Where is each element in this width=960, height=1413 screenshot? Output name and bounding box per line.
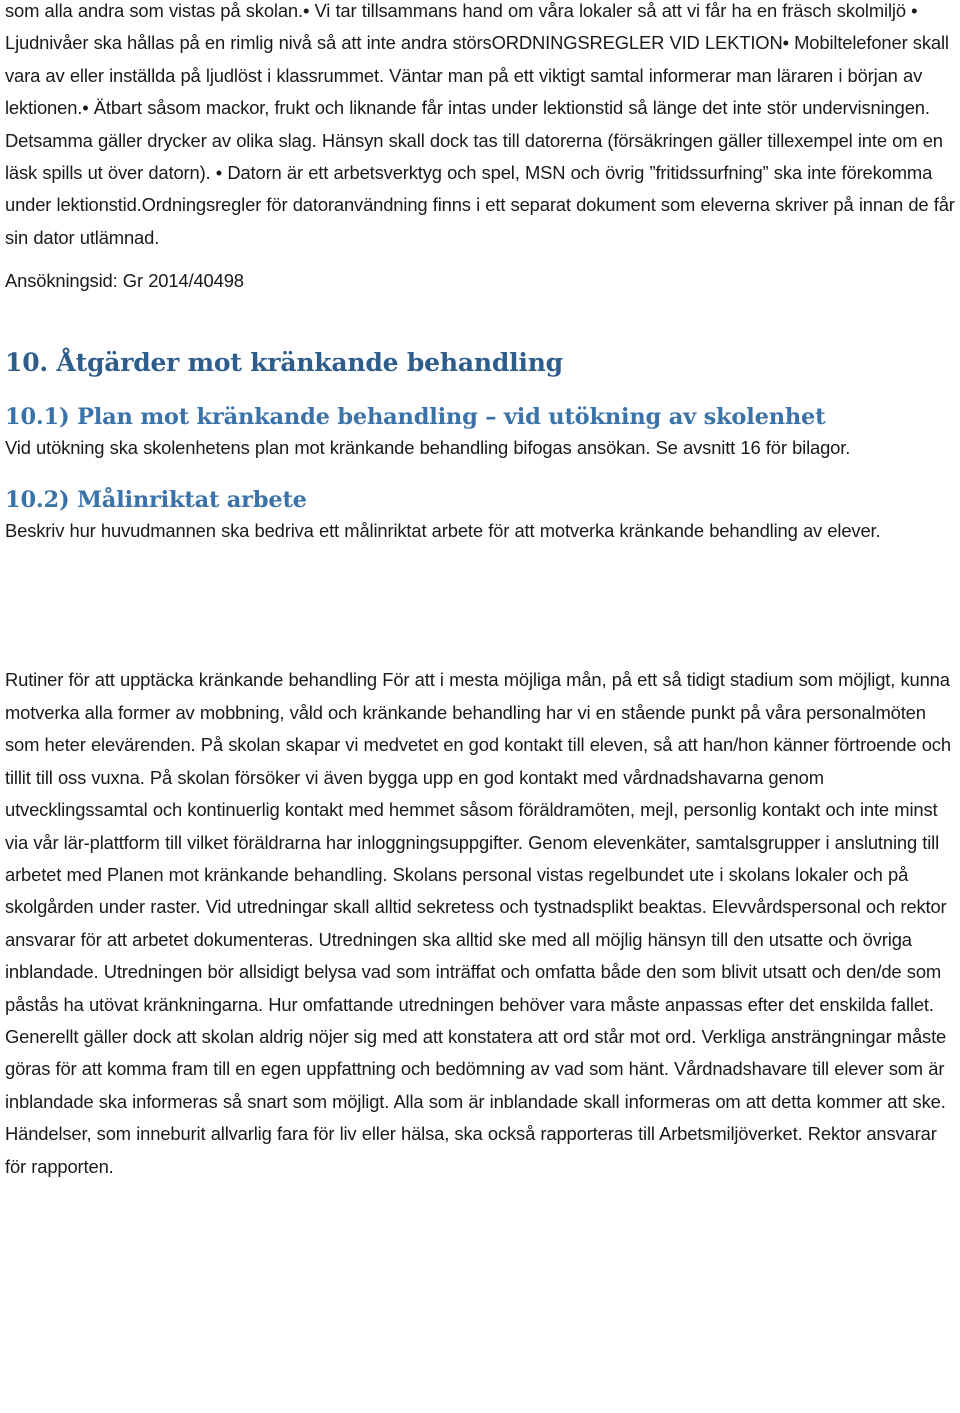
section-heading: 10. Åtgärder mot kränkande behandling (5, 347, 563, 377)
application-id: Ansökningsid: Gr 2014/40498 (5, 270, 244, 292)
subsection-2-text: Beskriv hur huvudmannen ska bedriva ett målinriktat arbete för att motverka kränkande behandling av elever. (5, 520, 881, 542)
routines-paragraph: Rutiner för att upptäcka kränkande behandling För att i mesta möjliga mån, på ett så tidigt stadium som möjligt, kunna motverka alla former av mobbning, våld och kränkande behandling har vi en stående punkt på våra personalmöten som heter elevärenden. På skolan skapar vi medvetet en god kontakt till eleven, så att han/hon känner förtroende och tillit till oss vuxna. På skolan försöker vi även bygga upp en god kontakt med vårdnadshavarna genom utvecklingssamtal och kontinuerlig kontakt med hemmet såsom föräldramöten, mejl, personlig kontakt och inte minst via vår lär-plattform till vilket föräldrarna har inloggningsuppgifter. Genom elevenkäter, samtalsgrupper i anslutning till arbetet med Planen mot kränkande behandling. Skolans personal vistas regelbundet ute i skolans lokaler och på skolgården under raster. Vid utredningar skall alltid sekretess och tystnadsplikt beaktas. Elevvårdspersonal och rektor ansvarar för att arbetet dokumenteras. Utredningen ska alltid ske med all möjlig hänsyn till den utsatte och övriga inblandade. Utredningen bör allsidigt belysa vad som inträffat och omfatta både den som blivit utsatt och den/de som påstås ha utövat kränkningarna. Hur omfattande utredningen behöver vara måste anpassas efter det enskilda fallet. Generellt gäller dock att skolan aldrig nöjer sig med att konstatera att ord står mot ord. Verkliga ansträngningar måste göras för att komma fram till en egen uppfattning och bedömning av vad som hänt. Vårdnadshavare till elever som är inblandade ska informeras så snart som möjligt. Alla som är inblandade skall informeras om att detta kommer att ske. Händelser, som inneburit allvarlig fara för liv eller hälsa, ska också rapporteras till Arbetsmiljöverket. Rektor ansvarar för rapporten. (5, 669, 951, 1177)
subsection-1-text: Vid utökning ska skolenhetens plan mot kränkande behandling bifogas ansökan. Se avsnitt 16 för bilagor. (5, 436, 851, 458)
subsection-2-heading: 10.2) Målinriktat arbete (5, 487, 307, 514)
subsection-1-heading: 10.1) Plan mot kränkande behandling – vid utökning av skolenhet (5, 403, 826, 430)
rules-paragraph: som alla andra som vistas på skolan.• Vi tar tillsammans hand om våra lokaler så att vi får ha en fräsch skolmiljö • Ljudnivåer ska hållas på en rimlig nivå så att inte andra störsORDNINGSREGLER VID LEKTION• Mobiltelefoner skall vara av eller inställda på ljudlöst i klassrummet. Väntar man på ett viktigt samtal informerar man läraren i början av lektionen.• Ätbart såsom mackor, frukt och liknande får intas under lektionstid så länge det inte stör undervisningen. Detsamma gäller drycker av olika slag. Hänsyn skall dock tas till datorerna (försäkringen gäller tillexempel inte om en läsk spills ut över datorn). • Datorn är ett arbetsverktyg och spel, MSN och övrig ”fritidssurfning” ska inte förekomma under lektionstid.Ordningsregler för datoranvändning finns i ett separat dokument som eleverna skriver på innan de får sin dator utlämnad. (5, 0, 955, 248)
document-page (5, 0, 957, 1183)
